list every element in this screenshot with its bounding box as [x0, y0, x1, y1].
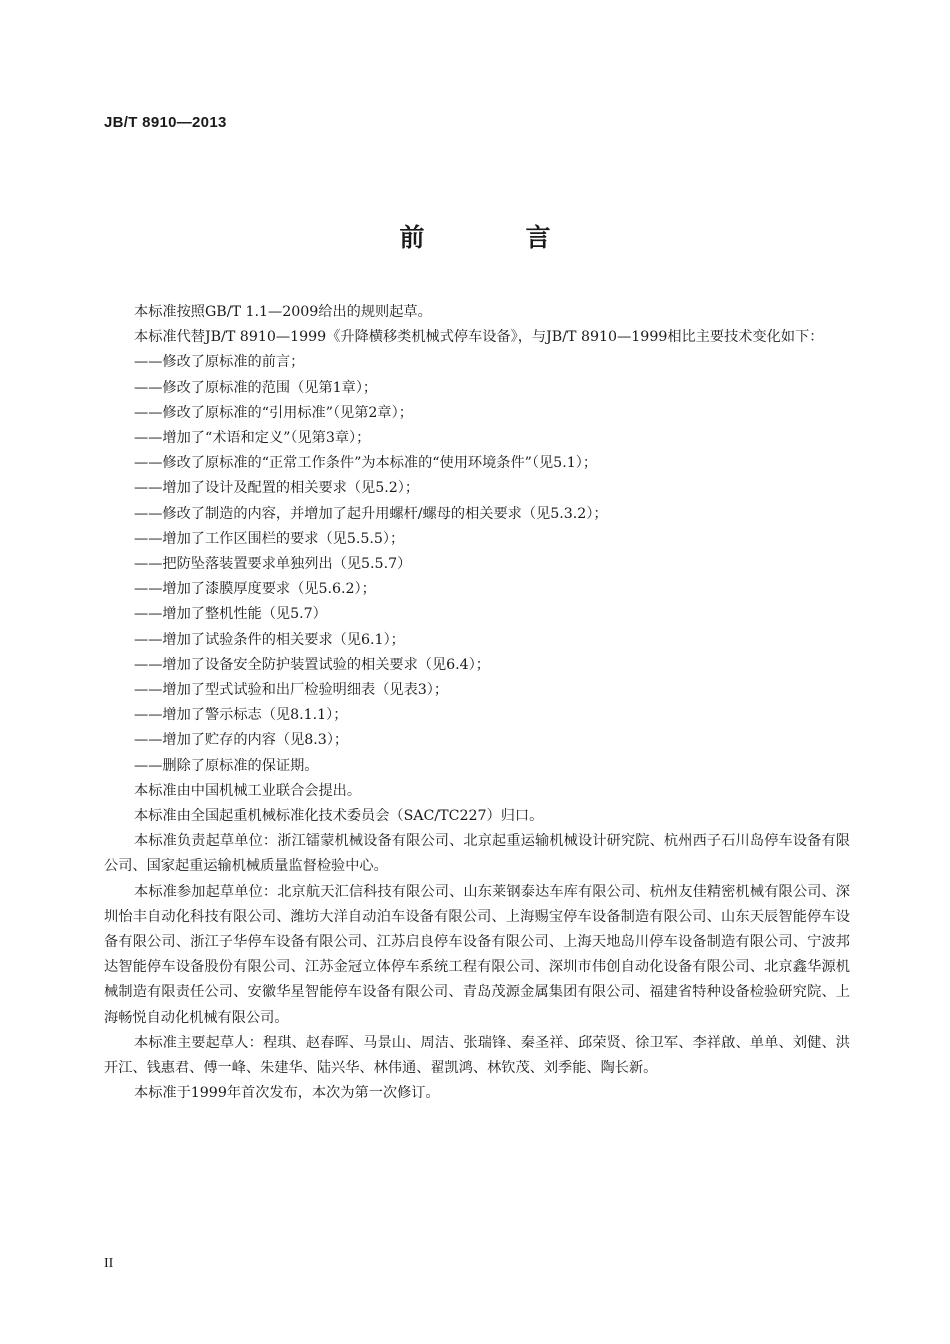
- list-item: ——修改了原标准的前言；: [134, 354, 305, 371]
- list-item: ——增加了漆膜厚度要求（见5.6.2）；: [134, 581, 376, 598]
- list-item: ——增加了“术语和定义”（见第3章）；: [134, 430, 371, 447]
- list-item: ——增加了设计及配置的相关要求（见5.2）；: [134, 480, 420, 497]
- list-item: ——增加了贮存的内容（见8.3）；: [134, 732, 349, 749]
- paragraph-release-history: 本标准于1999年首次发布，本次为第一次修订。: [134, 1085, 440, 1102]
- list-item: ——增加了工作区围栏的要求（见5.5.5）；: [134, 530, 405, 547]
- document-body: [104, 300, 850, 1107]
- changes-list: [104, 350, 850, 778]
- list-item: ——增加了试验条件的相关要求（见6.1）；: [134, 631, 405, 648]
- list-item: ——修改了原标准的“引用标准”（见第2章）；: [134, 404, 413, 421]
- paragraph-participating-drafters: 本标准参加起草单位：北京航天汇信科技有限公司、山东莱钢泰达车库有限公司、杭州友佳精密机械有限公司、深圳怡丰自动化科技有限公司、潍坊大洋自动泊车设备有限公司、上海赐宝停车设备制造有限公司、山东天辰智能停车设备有限公司、浙江子华停车设备有限公司、江苏启良停车设备有限公司、上海天地岛川停车设备制造有限公司、宁波邦达智能停车设备股份有限公司、江苏金冠立体停车系统工程有限公司、深圳市伟创自动化设备有限公司、北京鑫华源机械制造有限责任公司、安徽华星智能停车设备有限公司、青岛茂源金属集团有限公司、福建省特种设备检验研究院、上海畅悦自动化机械有限公司。: [104, 883, 850, 1026]
- list-item: ——把防坠落装置要求单独列出（见5.5.7）: [134, 556, 412, 573]
- list-item: ——删除了原标准的保证期。: [134, 757, 319, 774]
- list-item: ——修改了原标准的范围（见第1章）；: [134, 379, 378, 396]
- paragraph-drafting-rules: 本标准按照GB/T 1.1—2009给出的规则起草。: [134, 304, 432, 320]
- paragraph-proposed-by: 本标准由中国机械工业联合会提出。: [134, 782, 362, 799]
- page-title: 前 言: [399, 223, 589, 252]
- page-number: II: [104, 1256, 114, 1271]
- list-item: ——增加了型式试验和出厂检验明细表（见表3）；: [134, 682, 449, 699]
- list-item: ——增加了警示标志（见8.1.1）；: [134, 707, 348, 724]
- list-item: ——增加了设备安全防护装置试验的相关要求（见6.4）；: [134, 656, 490, 673]
- paragraph-administered-by: 本标准由全国起重机械标准化技术委员会（SAC/TC227）归口。: [134, 808, 544, 825]
- paragraph-replacement: 本标准代替JB/T 8910—1999《升降横移类机械式停车设备》，与JB/T 8910—1999相比主要技术变化如下：: [134, 329, 824, 346]
- paragraph-lead-drafters: 本标准负责起草单位：浙江镭蒙机械设备有限公司、北京起重运输机械设计研究院、杭州西子石川岛停车设备有限公司、国家起重运输机械质量监督检验中心。: [104, 833, 850, 875]
- list-item: ——修改了原标准的“正常工作条件”为本标准的“使用环境条件”（见5.1）；: [134, 455, 598, 472]
- list-item: ——增加了整机性能（见5.7）: [134, 606, 327, 623]
- list-item: ——修改了制造的内容，并增加了起升用螺杆/螺母的相关要求（见5.3.2）；: [134, 505, 608, 522]
- paragraph-main-drafters: 本标准主要起草人：程琪、赵春晖、马景山、周洁、张瑞锋、秦圣祥、邱荣贤、徐卫军、李祥啟、单单、刘健、洪开江、钱惠君、傅一峰、朱建华、陆兴华、林伟通、翟凯鸿、林钦茂、刘季能、陶长新。: [104, 1034, 850, 1077]
- standard-code: JB/T 8910—2013: [104, 114, 227, 131]
